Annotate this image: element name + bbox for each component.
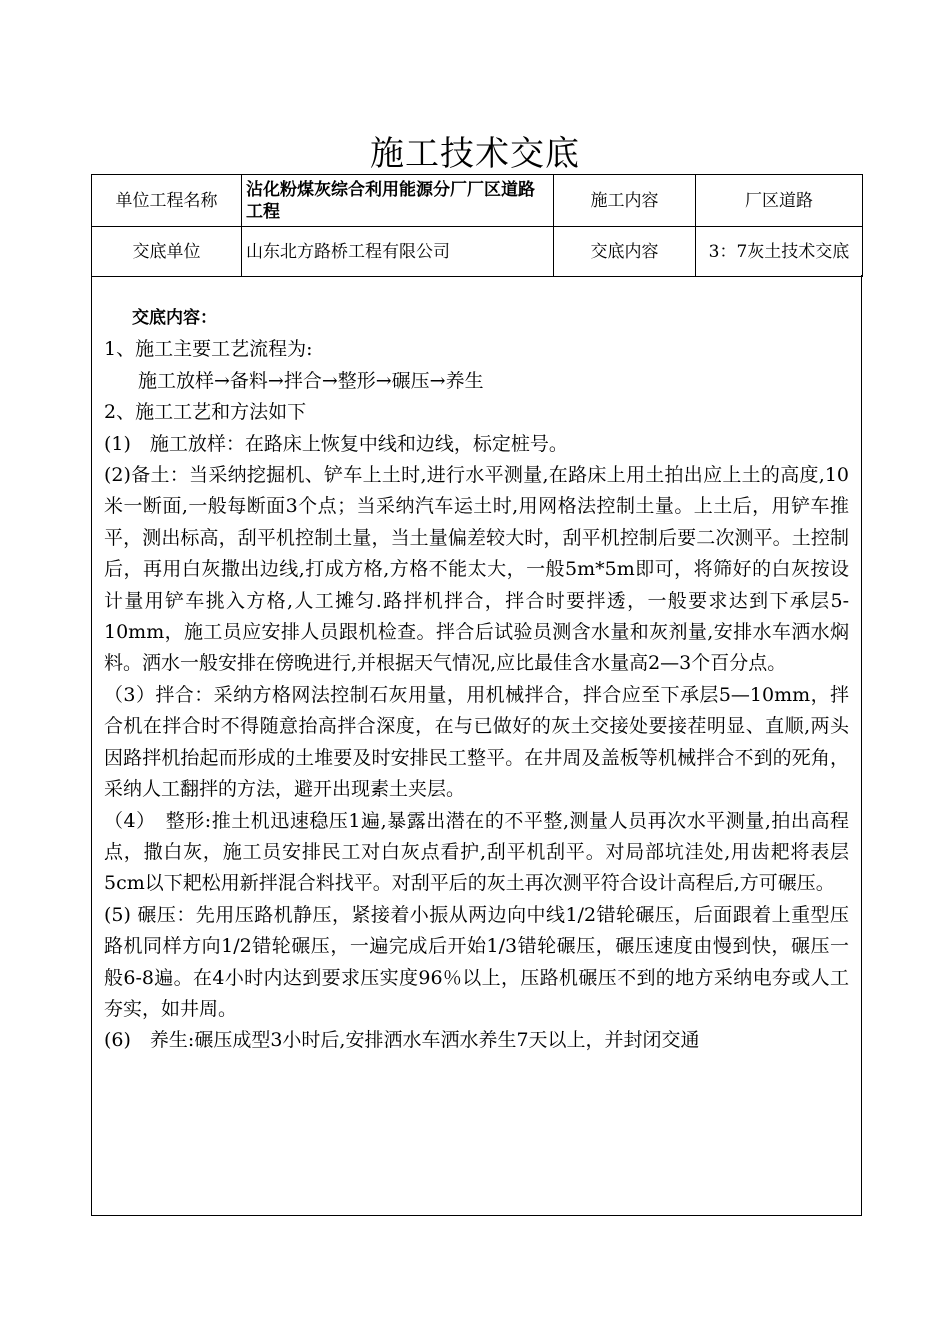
paragraph: （3）拌合：采纳方格网法控制石灰用量，用机械拌合，拌合应至下承层5—10mm，拌合机在拌合时不得随意抬高拌合深度，在与已做好的灰土交接处要接茬明显、直顺,两头因路拌机抬起而形成的土堆要及时安排民工整平。在井周及盖板等机械拌合不到的死角，采纳人工翻拌的方法，避开出现素土夹层。 [104, 683, 849, 801]
header-table [91, 174, 863, 277]
project-name-label: 单位工程名称 [92, 175, 242, 227]
paragraph: 2、施工工艺和方法如下 [104, 401, 307, 424]
header-row-project [92, 175, 863, 227]
construction-content-value: 厂区道路 [696, 175, 863, 227]
paragraph: （4） 整形:推土机迅速稳压1遍,暴露出潜在的不平整,测量人员再次水平测量,拍出高程点，撒白灰，施工员安排民工对白灰点看护,刮平机刮平。对局部坑洼处,用齿耙将表层5cm以下耙松用新拌混合料找平。对刮平后的灰土再次测平符合设计高程后,方可碾压。 [104, 809, 849, 895]
paragraph: (6) 养生:碾压成型3小时后,安排洒水车洒水养生7天以上，并封闭交通 [104, 1029, 700, 1052]
paragraph: (5) 碾压：先用压路机静压，紧接着小振从两边向中线1/2错轮碾压，后面跟着上重型压路机同样方向1/2错轮碾压，一遍完成后开始1/3错轮碾压，碾压速度由慢到快，碾压一般6-8遍。在4小时内达到要求压实度96％以上，压路机碾压不到的地方采纳电夯或人工夯实，如井周。 [104, 903, 849, 1020]
briefing-content-label: 交底内容 [554, 227, 696, 277]
briefing-content-value: 3：7灰土技术交底 [696, 227, 863, 277]
content-text [104, 303, 849, 1057]
briefing-unit-value: 山东北方路桥工程有限公司 [242, 227, 554, 277]
paragraph: (2)备土：当采纳挖掘机、铲车上土时,进行水平测量,在路床上用土拍出应上土的高度,10米一断面,一般每断面3个点；当采纳汽车运土时,用网格法控制土量。上土后，用铲车推平，测出标高，刮平机控制土量，当土量偏差较大时，刮平机控制后要二次测平。土控制后，再用白灰撒出边线,打成方格,方格不能太大，一般5m*5m即可，将筛好的白灰按设计量用铲车挑入方格,人工摊匀.路拌机拌合，拌合时要拌透，一般要求达到下承层5-10mm，施工员应安排人员跟机检查。拌合后试验员测含水量和灰剂量,安排水车洒水焖料。洒水一般安排在傍晚进行,并根据天气情况,应比最佳含水量高2—3个百分点。 [104, 464, 849, 675]
document-title: 施工技术交底 [370, 134, 580, 174]
paragraph: 1、施工主要工艺流程为: [104, 338, 313, 361]
content-box [91, 275, 862, 1216]
content-heading: 交底内容： [132, 308, 217, 328]
paragraph: (1) 施工放样：在路床上恢复中线和边线，标定桩号。 [104, 432, 568, 455]
briefing-unit-label: 交底单位 [92, 227, 242, 277]
project-name-value: 沾化粉煤灰综合利用能源分厂厂区道路工程 [242, 175, 554, 227]
header-row-unit [92, 227, 863, 277]
paragraph: 施工放样→备料→拌合→整形→碾压→养生 [138, 369, 484, 392]
construction-content-label: 施工内容 [554, 175, 696, 227]
